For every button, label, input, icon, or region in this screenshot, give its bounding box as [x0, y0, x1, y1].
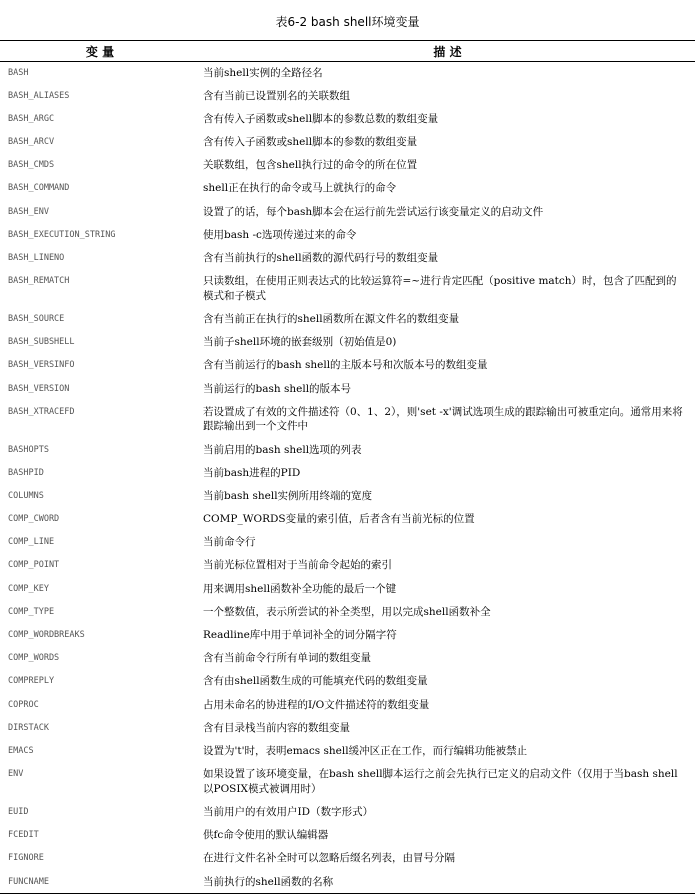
table-row: [0, 801, 695, 824]
variable-description: 当前运行的bash shell的版本号: [203, 382, 352, 395]
table-row: [0, 201, 695, 224]
variable-description: 含有当前正在执行的shell函数所在源文件名的数组变量: [203, 312, 460, 325]
variable-description: 当前shell实例的全路径名: [203, 67, 323, 79]
variable-description: 当前用户的有效用户ID（数字形式）: [203, 805, 374, 818]
table-row: [0, 508, 695, 531]
variable-description: 使用bash -c选项传递过来的命令: [203, 228, 357, 241]
variable-name: COMP_LINE: [8, 537, 55, 548]
variable-description: 当前光标位置相对于当前命令起始的索引: [203, 559, 392, 572]
table-caption: 表6-2 bash shell环境变量: [275, 15, 420, 29]
table-row: [0, 485, 695, 508]
table-row: [0, 578, 695, 601]
variable-name: BASH_LINENO: [8, 253, 65, 263]
table-row: [0, 177, 695, 200]
table-row: [0, 331, 695, 354]
table-body: [0, 62, 695, 894]
variable-name: BASHOPTS: [8, 444, 49, 455]
variable-description: 当前启用的bash shell选项的列表: [203, 443, 362, 456]
table-header-row: [0, 41, 695, 62]
variable-description: 用来调用shell函数补全功能的最后一个键: [203, 582, 397, 595]
table-row: [0, 871, 695, 894]
table-row: [0, 85, 695, 108]
variable-description: 当前bash进程的PID: [203, 466, 301, 479]
variable-name: BASH_ENV: [8, 206, 49, 217]
variable-name: BASH_EXECUTION_STRING: [8, 229, 116, 240]
variable-description: shell正在执行的命令或马上就执行的命令: [203, 182, 397, 195]
table-row: [0, 247, 695, 270]
variable-description: COMP_WORDS变量的索引值，后者含有当前光标的位置: [203, 513, 475, 526]
variable-name: EMACS: [8, 745, 34, 756]
variable-description: 含有当前运行的bash shell的主版本号和次版本号的数组变量: [203, 359, 488, 372]
variable-name: BASH_XTRACEFD: [8, 406, 75, 417]
variable-description: 含有由shell函数生成的可能填充代码的数组变量: [203, 675, 428, 688]
variable-name: COMPREPLY: [8, 676, 55, 687]
variable-name: FUNCNAME: [0, 871, 200, 894]
variable-name: COMP_KEY: [8, 583, 49, 594]
variable-description: 设置了的话，每个bash脚本会在运行前先尝试运行该变量定义的启动文件: [203, 205, 544, 218]
variable-description: 在进行文件名补全时可以忽略后缀名列表，由冒号分隔: [203, 852, 455, 865]
table-row: [0, 624, 695, 647]
variable-description: 含有传入子函数或shell脚本的参数的数组变量: [203, 136, 418, 149]
table-row: [0, 154, 695, 177]
variable-description: 含有当前已设置别名的关联数组: [203, 89, 350, 102]
variable-name: COLUMNS: [8, 490, 44, 501]
variable-name: ENV: [8, 769, 24, 780]
variable-description: 若设置成了有效的文件描述符（0、1、2），则'set -x'调试选项生成的跟踪输出可被重定向。通常用来将跟踪输出到一个文件中: [203, 405, 683, 433]
variable-description: 如果设置了该环境变量，在bash shell脚本运行之前会先执行已定义的启动文件（仅用于当bash shell以POSIX模式被调用时）: [203, 768, 678, 795]
variable-name: BASH_REMATCH: [8, 276, 70, 287]
variable-description: 供fc命令使用的默认编辑器: [203, 829, 329, 842]
table-row: [0, 401, 695, 439]
variable-description: 含有目录栈当前内容的数组变量: [203, 721, 350, 734]
table-row: [0, 439, 695, 462]
variable-description: 含有传入子函数或shell脚本的参数总数的数组变量: [203, 112, 439, 125]
table-row: [0, 308, 695, 331]
variable-description: Readline库中用于单词补全的词分隔字符: [203, 629, 397, 642]
variable-name: COPROC: [8, 699, 39, 710]
table-row: [0, 131, 695, 154]
env-variables-table: [0, 40, 695, 894]
variable-name: FIGNORE: [8, 853, 44, 864]
variable-name: BASH_ARCV: [8, 137, 55, 148]
variable-description: 当前命令行: [203, 536, 256, 549]
variable-name: BASH_CMDS: [8, 160, 55, 171]
table-row: [0, 270, 695, 308]
variable-name: COMP_CWORD: [8, 514, 60, 525]
header-description: 描 述: [200, 41, 695, 62]
variable-name: DIRSTACK: [8, 722, 49, 733]
variable-description: 设置为't'时，表明emacs shell缓冲区正在工作，而行编辑功能被禁止: [203, 744, 528, 757]
variable-name: COMP_WORDBREAKS: [8, 630, 85, 641]
table-row: [0, 531, 695, 554]
variable-name: COMP_TYPE: [8, 606, 55, 617]
table-row: [0, 554, 695, 577]
variable-name: BASH_COMMAND: [8, 183, 70, 194]
variable-name: COMP_POINT: [8, 560, 60, 571]
variable-description: 占用未命名的协进程的I/O文件描述符的数组变量: [203, 698, 430, 711]
variable-description: 只读数组，在使用正则表达式的比较运算符=~进行肯定匹配（positive match）时，包含了匹配到的模式和子模式: [203, 275, 677, 302]
variable-description: 当前执行的shell函数的名称: [200, 871, 695, 894]
table-row: [0, 378, 695, 401]
header-variable: 变 量: [0, 41, 200, 62]
variable-name: BASH: [8, 68, 29, 78]
variable-name: FCEDIT: [8, 830, 39, 841]
table-row: [0, 847, 695, 870]
table-row: [0, 824, 695, 847]
table-row: [0, 717, 695, 740]
variable-name: BASH_SUBSHELL: [8, 337, 75, 348]
variable-name: COMP_WORDS: [8, 653, 60, 664]
table-row: [0, 462, 695, 485]
table-row: [0, 108, 695, 131]
table-row: [0, 62, 695, 85]
variable-name: BASH_ARGC: [8, 113, 55, 124]
variable-name: BASH_SOURCE: [8, 313, 65, 324]
table-row: [0, 647, 695, 670]
variable-description: 当前子shell环境的嵌套级别（初始值是0): [203, 336, 397, 349]
table-row: [0, 763, 695, 801]
table-row: [0, 694, 695, 717]
variable-description: 含有当前执行的shell函数的源代码行号的数组变量: [203, 252, 439, 264]
variable-name: BASHPID: [8, 467, 44, 478]
variable-description: 一个整数值，表示所尝试的补全类型，用以完成shell函数补全: [203, 605, 491, 618]
table-row: [0, 224, 695, 247]
variable-name: BASH_VERSION: [8, 383, 70, 394]
variable-name: BASH_VERSINFO: [8, 360, 75, 371]
variable-description: 当前bash shell实例所用终端的宽度: [203, 489, 373, 502]
table-row: [0, 354, 695, 377]
table-row: [0, 740, 695, 763]
variable-name: EUID: [8, 806, 29, 817]
variable-name: BASH_ALIASES: [8, 90, 70, 101]
variable-description: 含有当前命令行所有单词的数组变量: [203, 652, 371, 665]
variable-description: 关联数组，包含shell执行过的命令的所在位置: [203, 159, 418, 172]
table-row: [0, 601, 695, 624]
table-row: [0, 670, 695, 693]
